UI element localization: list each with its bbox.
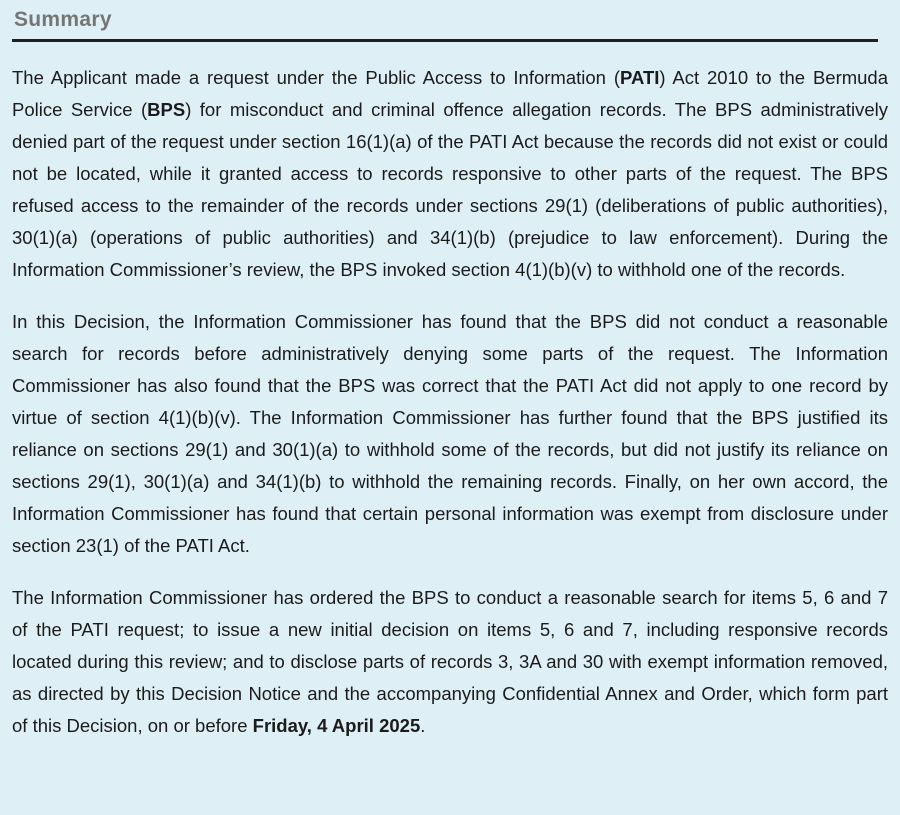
text-segment: In this Decision, the Information Commissioner has found that the BPS did not conduct a reasonable search for records before administratively denying some parts of the request. The Information Commissioner has also found that the BPS was correct that the PATI Act did not apply to one record by virtue of section 4(1)(b)(v). The Information Commissioner has further found that the BPS justified its reliance on sections 29(1) and 30(1)(a) to withhold some of the records, but did not justify its reliance on sections 29(1), 30(1)(a) and 34(1)(b) to withhold the remaining records. Finally, on her own accord, the Information Commissioner has found that certain personal information was exempt from disclosure under section 23(1) of the PATI Act. [12,311,888,556]
summary-paragraph [12,306,888,562]
summary-paragraph [12,582,888,742]
text-segment-bold: BPS [147,99,186,120]
text-segment-bold: Friday, 4 April 2025 [252,715,421,736]
text-segment: The Applicant made a request under the Public Access to Information ( [12,67,620,88]
text-segment: ) for misconduct and criminal offence allegation records. The BPS administratively denied part of the request under section 16(1)(a) of the PATI Act because the records did not exist or could not be located, while it granted access to records responsive to other parts of the request. The BPS refused access to the remainder of the records under sections 29(1) (deliberations of public authorities), 30(1)(a) (operations of public authorities) and 34(1)(b) (prejudice to law enforcement). During the Information Commissioner’s review, the BPS invoked section 4(1)(b)(v) to withhold one of the records. [12,99,889,280]
section-title: Summary [14,8,112,31]
title-divider [12,39,878,42]
text-segment: ) Act 2010 to the Bermuda Police Service ( [12,67,889,120]
text-segment-bold: PATI [620,67,660,88]
summary-paragraph [12,62,888,286]
text-segment: . [420,715,426,736]
text-segment: The Information Commissioner has ordered the BPS to conduct a reasonable search for items 5, 6 and 7 of the PATI request; to issue a new initial decision on items 5, 6 and 7, including responsive records located during this review; and to disclose parts of records 3, 3A and 30 with exempt information removed, as directed by this Decision Notice and the accompanying Confidential Annex and Order, which form part of this Decision, on or before [12,587,888,736]
summary-body [12,62,888,742]
